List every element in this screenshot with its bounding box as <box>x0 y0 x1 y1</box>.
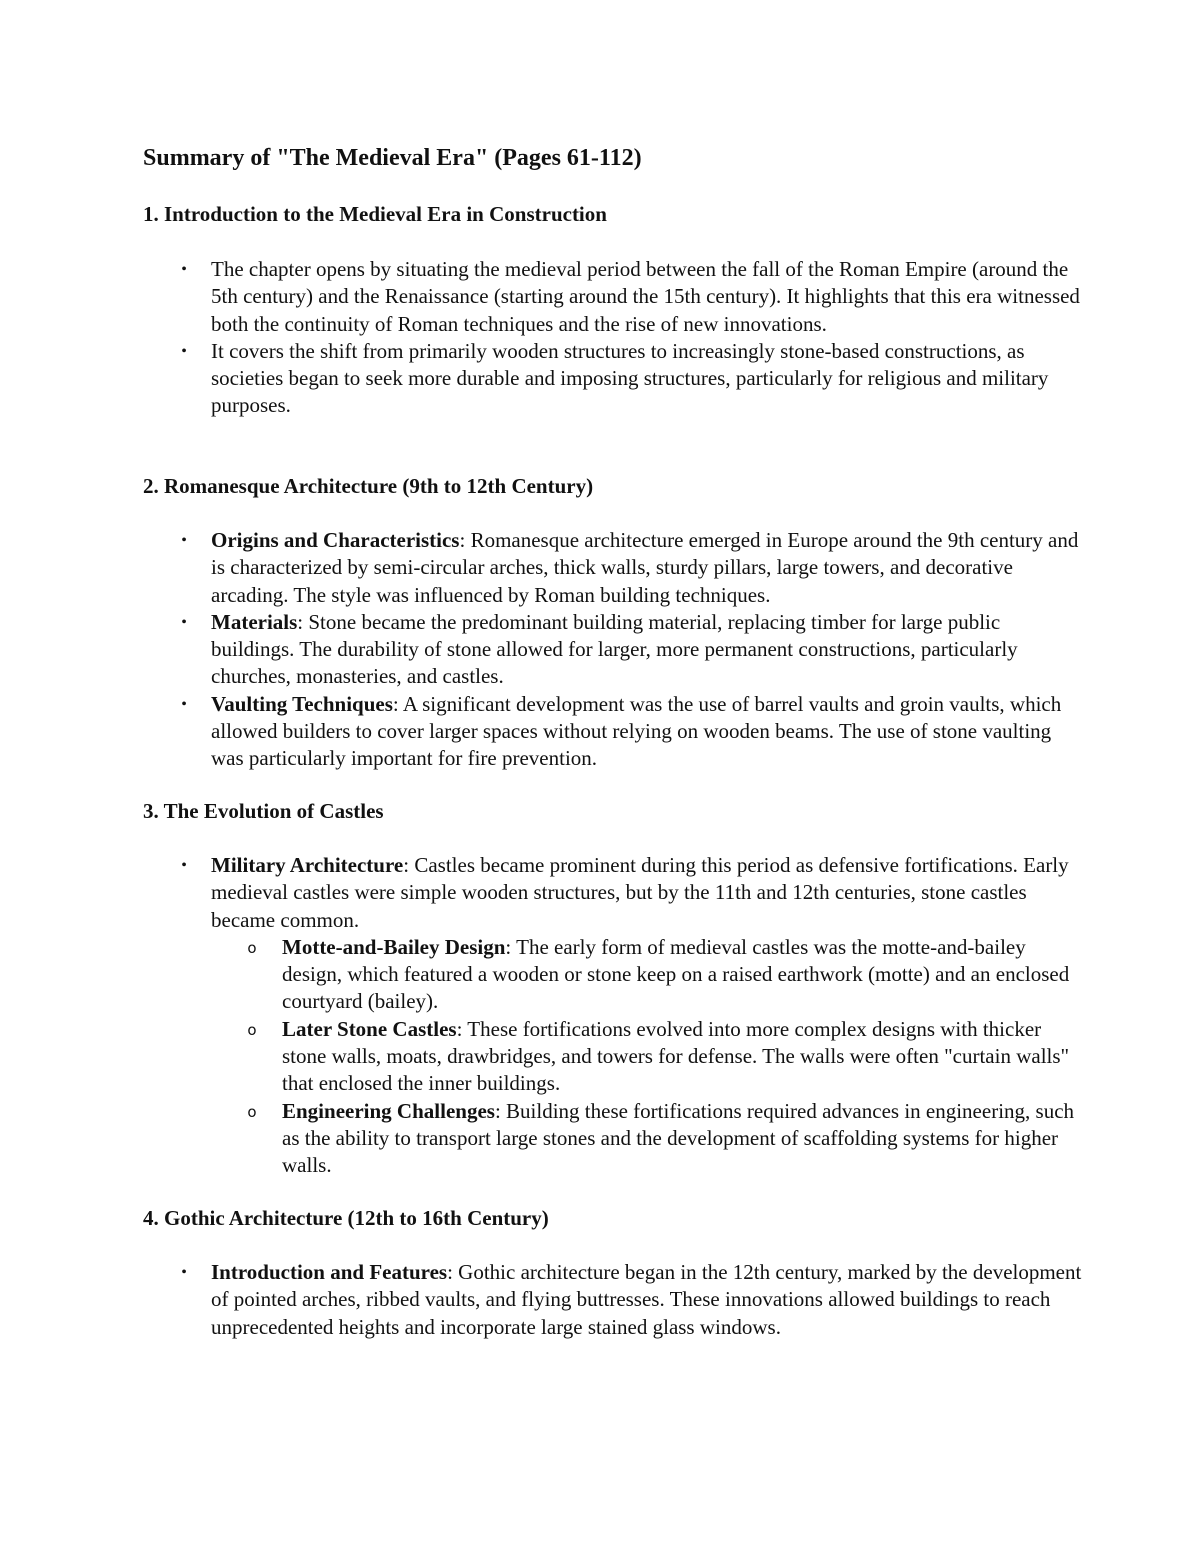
section-list-castles <box>143 852 1083 1180</box>
list-item <box>143 1259 1083 1341</box>
list-item-term: Military Architecture <box>211 853 404 877</box>
bullet-icon: • <box>181 857 187 874</box>
list-item-term: Vaulting Techniques <box>211 691 393 716</box>
bullet-icon: • <box>181 532 187 549</box>
bullet-icon: • <box>181 342 187 360</box>
list-item <box>143 852 1083 1180</box>
sub-list-item <box>211 1016 1083 1098</box>
list-item <box>143 609 1083 691</box>
list-item-term: Introduction and Features <box>211 1260 448 1284</box>
list-item-text: : Castles became prominent during this period as defensive fortifications. Early medieval castles were simple wooden structures, but by the 11th and 12th centuries, stone castles became common. <box>211 853 1069 932</box>
list-item-text: : Stone became the predominant building material, replacing timber for large public buildings. The durability of stone allowed for larger, more permanent constructions, particularly churches, monasteries, and castles. <box>211 609 1018 689</box>
list-item-text: : Romanesque architecture emerged in Europe around the 9th century and is characterized by semi-circular arches, thick walls, sturdy pillars, large towers, and decorative arcading. The style was influenced by Roman building techniques. <box>211 528 1079 607</box>
sub-bullet-icon: o <box>247 1102 257 1121</box>
section-heading-castles: 3. The Evolution of Castles <box>143 799 384 823</box>
section-heading-romanesque: 2. Romanesque Architecture (9th to 12th Century) <box>143 474 594 498</box>
sub-item-term: Engineering Challenges <box>282 1098 495 1123</box>
list-item-text: The chapter opens by situating the medieval period between the fall of the Roman Empire (around the 5th century) and the Renaissance (starting around the 15th century). It highlights that this era witnessed both the continuity of Roman techniques and the rise of new innovations. <box>211 257 1080 336</box>
list-item-text: It covers the shift from primarily wooden structures to increasingly stone-based constructions, as societies began to seek more durable and imposing structures, particularly for religious and military purposes. <box>211 338 1049 418</box>
list-item <box>143 691 1083 773</box>
section-heading-gothic: 4. Gothic Architecture (12th to 16th Century) <box>143 1206 549 1230</box>
sub-item-text: : Building these fortifications required advances in engineering, such as the ability to transport large stones and the development of scaffolding systems for higher walls. <box>282 1098 1075 1178</box>
list-item <box>143 256 1083 338</box>
sub-item-term: Later Stone Castles <box>282 1016 457 1041</box>
bullet-icon: • <box>181 1264 187 1281</box>
sub-item-text: : These fortifications evolved into more complex designs with thicker stone walls, moats, drawbridges, and towers for defense. The walls were often "curtain walls" that enclosed the inner buildings. <box>282 1016 1070 1096</box>
list-item <box>143 527 1083 609</box>
list-item-term: Materials <box>211 609 298 634</box>
bullet-icon: • <box>181 613 187 631</box>
section-list-gothic <box>143 1259 1083 1341</box>
sub-list-item <box>211 934 1083 1016</box>
bullet-icon: • <box>181 261 187 278</box>
bullet-icon: • <box>181 695 187 713</box>
list-item <box>143 338 1083 420</box>
sub-bullet-icon: o <box>247 938 257 957</box>
sub-list-item <box>211 1098 1083 1180</box>
document-title: Summary of "The Medieval Era" (Pages 61-112) <box>143 145 642 171</box>
sub-bullet-icon: o <box>247 1020 257 1039</box>
sub-item-text: : The early form of medieval castles was the motte-and-bailey design, which featured a wooden or stone keep on a raised earthwork (motte) and an enclosed courtyard (bailey). <box>282 934 1070 1014</box>
list-item-text: : A significant development was the use of barrel vaults and groin vaults, which allowed builders to cover larger spaces without relying on wooden beams. The use of stone vaulting was particularly important for fire prevention. <box>211 691 1062 771</box>
sub-item-term: Motte-and-Bailey Design <box>282 934 506 959</box>
list-item-text: : Gothic architecture began in the 12th century, marked by the development of pointed arches, ribbed vaults, and flying buttresses. These innovations allowed buildings to reach unprecedented heights and incorporate large stained glass windows. <box>211 1260 1082 1339</box>
section-heading-introduction: 1. Introduction to the Medieval Era in Construction <box>143 202 607 226</box>
list-item-term: Origins and Characteristics <box>211 528 460 552</box>
section-list-introduction <box>143 256 1083 420</box>
sub-list <box>211 934 1083 1180</box>
section-list-romanesque <box>143 527 1083 773</box>
